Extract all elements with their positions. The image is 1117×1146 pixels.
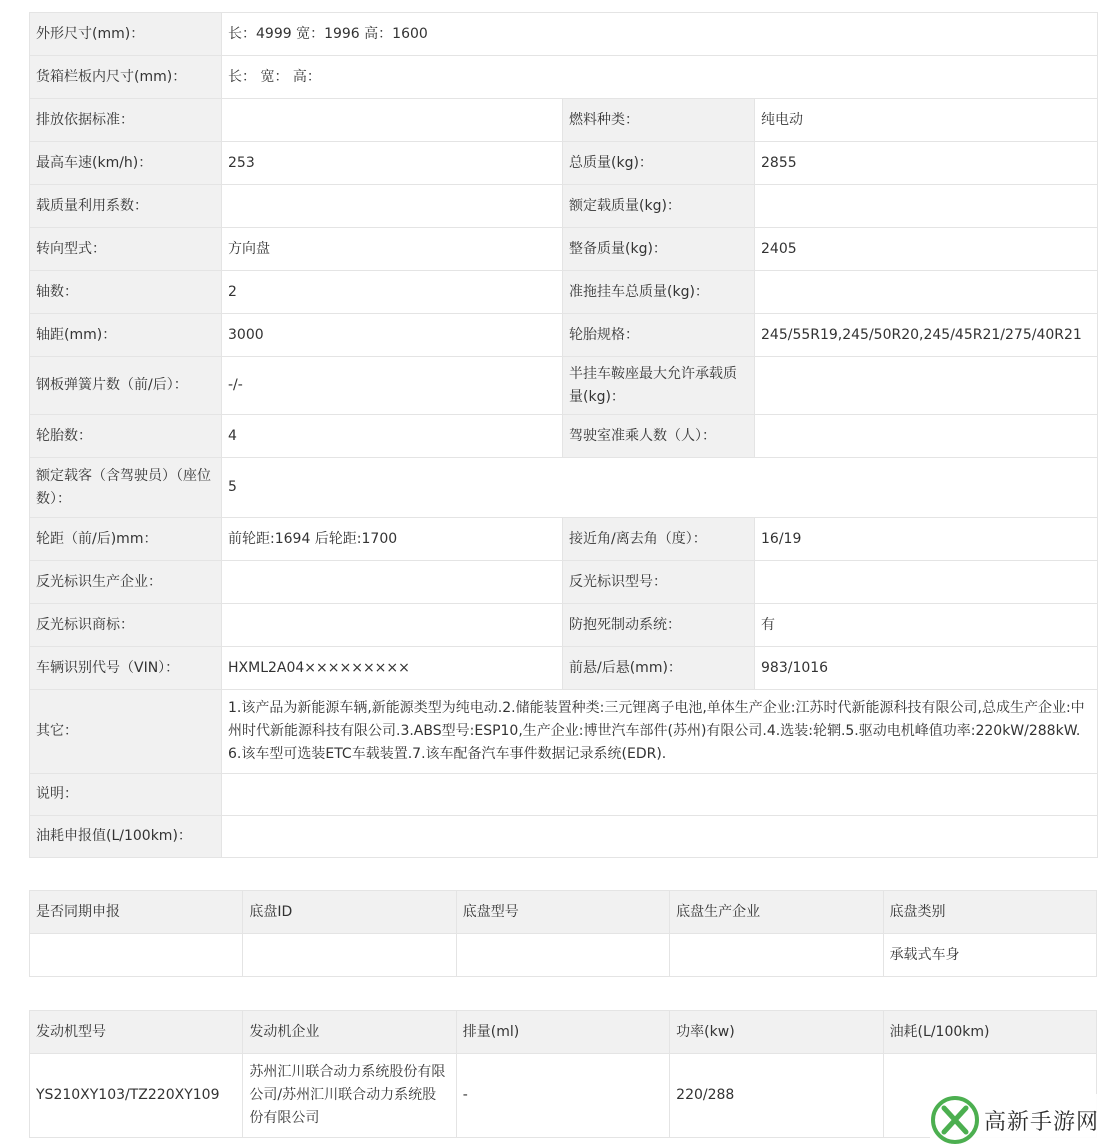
spec-value bbox=[222, 99, 563, 142]
table-header-row bbox=[30, 891, 1097, 934]
spec-label: 额定载质量(kg)： bbox=[563, 185, 755, 228]
vehicle-spec-table bbox=[29, 12, 1098, 858]
spec-label: 其它： bbox=[30, 690, 222, 774]
spec-value: 前轮距:1694 后轮距:1700 bbox=[222, 518, 563, 561]
spec-value bbox=[755, 415, 1098, 458]
spec-value: 长： 宽： 高： bbox=[222, 56, 1098, 99]
spec-value: 16/19 bbox=[755, 518, 1098, 561]
spec-value: 4 bbox=[222, 415, 563, 458]
spec-row bbox=[30, 314, 1098, 357]
spec-row bbox=[30, 271, 1098, 314]
column-header: 底盘生产企业 bbox=[670, 891, 883, 934]
column-header: 是否同期申报 bbox=[30, 891, 243, 934]
spec-value: 长：4999 宽：1996 高：1600 bbox=[222, 13, 1098, 56]
spec-row-other bbox=[30, 690, 1098, 774]
spec-label: 油耗申报值(L/100km)： bbox=[30, 816, 222, 858]
spec-label: 反光标识商标： bbox=[30, 604, 222, 647]
spec-row bbox=[30, 518, 1098, 561]
spec-row-dimensions bbox=[30, 13, 1098, 56]
spec-label: 钢板弹簧片数（前/后）： bbox=[30, 357, 222, 415]
spec-value: HXML2A04××××××××× bbox=[222, 647, 563, 690]
spec-row bbox=[30, 185, 1098, 228]
spec-value: 253 bbox=[222, 142, 563, 185]
chassis-table bbox=[29, 890, 1097, 977]
site-watermark bbox=[930, 1094, 1107, 1146]
spec-value: 983/1016 bbox=[755, 647, 1098, 690]
spec-label: 外形尺寸(mm)： bbox=[30, 13, 222, 56]
spec-row bbox=[30, 415, 1098, 458]
column-header: 底盘类别 bbox=[883, 891, 1096, 934]
column-header: 发动机型号 bbox=[30, 1011, 243, 1054]
spec-row-fuel bbox=[30, 816, 1098, 858]
column-header: 功率(kw) bbox=[670, 1011, 883, 1054]
table-cell bbox=[670, 934, 883, 977]
spec-value: 5 bbox=[222, 458, 1098, 518]
table-cell: 承载式车身 bbox=[883, 934, 1096, 977]
spec-value: -/- bbox=[222, 357, 563, 415]
spec-label: 转向型式： bbox=[30, 228, 222, 271]
table-cell: - bbox=[456, 1054, 669, 1138]
spec-label: 防抱死制动系统： bbox=[563, 604, 755, 647]
spec-value: 方向盘 bbox=[222, 228, 563, 271]
spec-row bbox=[30, 357, 1098, 415]
spec-label: 驾驶室准乘人数（人）： bbox=[563, 415, 755, 458]
spec-label: 反光标识型号： bbox=[563, 561, 755, 604]
spec-label: 排放依据标准： bbox=[30, 99, 222, 142]
spec-value bbox=[755, 357, 1098, 415]
spec-row bbox=[30, 561, 1098, 604]
spec-label: 接近角/离去角（度）： bbox=[563, 518, 755, 561]
spec-label: 额定载客（含驾驶员）（座位数）： bbox=[30, 458, 222, 518]
spec-row-vin bbox=[30, 647, 1098, 690]
spec-value: 纯电动 bbox=[755, 99, 1098, 142]
spec-row bbox=[30, 604, 1098, 647]
spec-row-cargo-box bbox=[30, 56, 1098, 99]
site-logo-icon bbox=[930, 1095, 980, 1145]
spec-value: 3000 bbox=[222, 314, 563, 357]
spec-value bbox=[755, 185, 1098, 228]
spec-label: 车辆识别代号（VIN）： bbox=[30, 647, 222, 690]
spec-row-seats bbox=[30, 458, 1098, 518]
spec-label: 总质量(kg)： bbox=[563, 142, 755, 185]
table-row bbox=[30, 934, 1097, 977]
spec-label: 轴距(mm)： bbox=[30, 314, 222, 357]
spec-label: 轴数： bbox=[30, 271, 222, 314]
spec-row-notes bbox=[30, 774, 1098, 816]
spec-label: 说明： bbox=[30, 774, 222, 816]
spec-label: 准拖挂车总质量(kg)： bbox=[563, 271, 755, 314]
spec-value: 245/55R19,245/50R20,245/45R21/275/40R21 bbox=[755, 314, 1098, 357]
spec-value bbox=[222, 816, 1098, 858]
spec-value: 2855 bbox=[755, 142, 1098, 185]
spec-label: 载质量利用系数： bbox=[30, 185, 222, 228]
table-header-row bbox=[30, 1011, 1097, 1054]
spec-label: 燃料种类： bbox=[563, 99, 755, 142]
spec-value: 有 bbox=[755, 604, 1098, 647]
spec-label: 整备质量(kg)： bbox=[563, 228, 755, 271]
spec-label: 轮胎数： bbox=[30, 415, 222, 458]
spec-value bbox=[222, 774, 1098, 816]
spec-label: 货箱栏板内尺寸(mm)： bbox=[30, 56, 222, 99]
spec-row bbox=[30, 228, 1098, 271]
spec-value bbox=[222, 604, 563, 647]
column-header: 排量(ml) bbox=[456, 1011, 669, 1054]
spec-label: 轮胎规格： bbox=[563, 314, 755, 357]
table-cell bbox=[456, 934, 669, 977]
spec-row bbox=[30, 99, 1098, 142]
spec-value bbox=[755, 271, 1098, 314]
column-header: 底盘型号 bbox=[456, 891, 669, 934]
spec-value bbox=[222, 561, 563, 604]
column-header: 油耗(L/100km) bbox=[883, 1011, 1096, 1054]
spec-label: 前悬/后悬(mm)： bbox=[563, 647, 755, 690]
spec-value bbox=[222, 185, 563, 228]
spec-value bbox=[755, 561, 1098, 604]
table-cell: 220/288 bbox=[670, 1054, 883, 1138]
spec-label: 轮距（前/后)mm： bbox=[30, 518, 222, 561]
table-cell bbox=[30, 934, 243, 977]
spec-value: 2 bbox=[222, 271, 563, 314]
spec-label: 半挂车鞍座最大允许承载质量(kg)： bbox=[563, 357, 755, 415]
spec-row bbox=[30, 142, 1098, 185]
table-cell bbox=[243, 934, 456, 977]
spec-value: 2405 bbox=[755, 228, 1098, 271]
column-header: 发动机企业 bbox=[243, 1011, 456, 1054]
watermark-text: 高新手游网 bbox=[984, 1109, 1100, 1135]
spec-label: 反光标识生产企业： bbox=[30, 561, 222, 604]
table-cell: 苏州汇川联合动力系统股份有限公司/苏州汇川联合动力系统股份有限公司 bbox=[243, 1054, 456, 1138]
column-header: 底盘ID bbox=[243, 891, 456, 934]
table-cell: YS210XY103/TZ220XY109 bbox=[30, 1054, 243, 1138]
spec-value: 1.该产品为新能源车辆,新能源类型为纯电动.2.储能装置种类:三元锂离子电池,单体生产企业:江苏时代新能源科技有限公司,总成生产企业:中州时代新能源科技有限公司.3.ABS型号:ESP10,生产企业:博世汽车部件(苏州)有限公司.4.选装:轮辋.5.驱动电机峰值功率:220kW/288kW.6.该车型可选装ETC车载装置.7.该车配备汽车事件数据记录系统(EDR). bbox=[222, 690, 1098, 774]
spec-label: 最高车速(km/h)： bbox=[30, 142, 222, 185]
